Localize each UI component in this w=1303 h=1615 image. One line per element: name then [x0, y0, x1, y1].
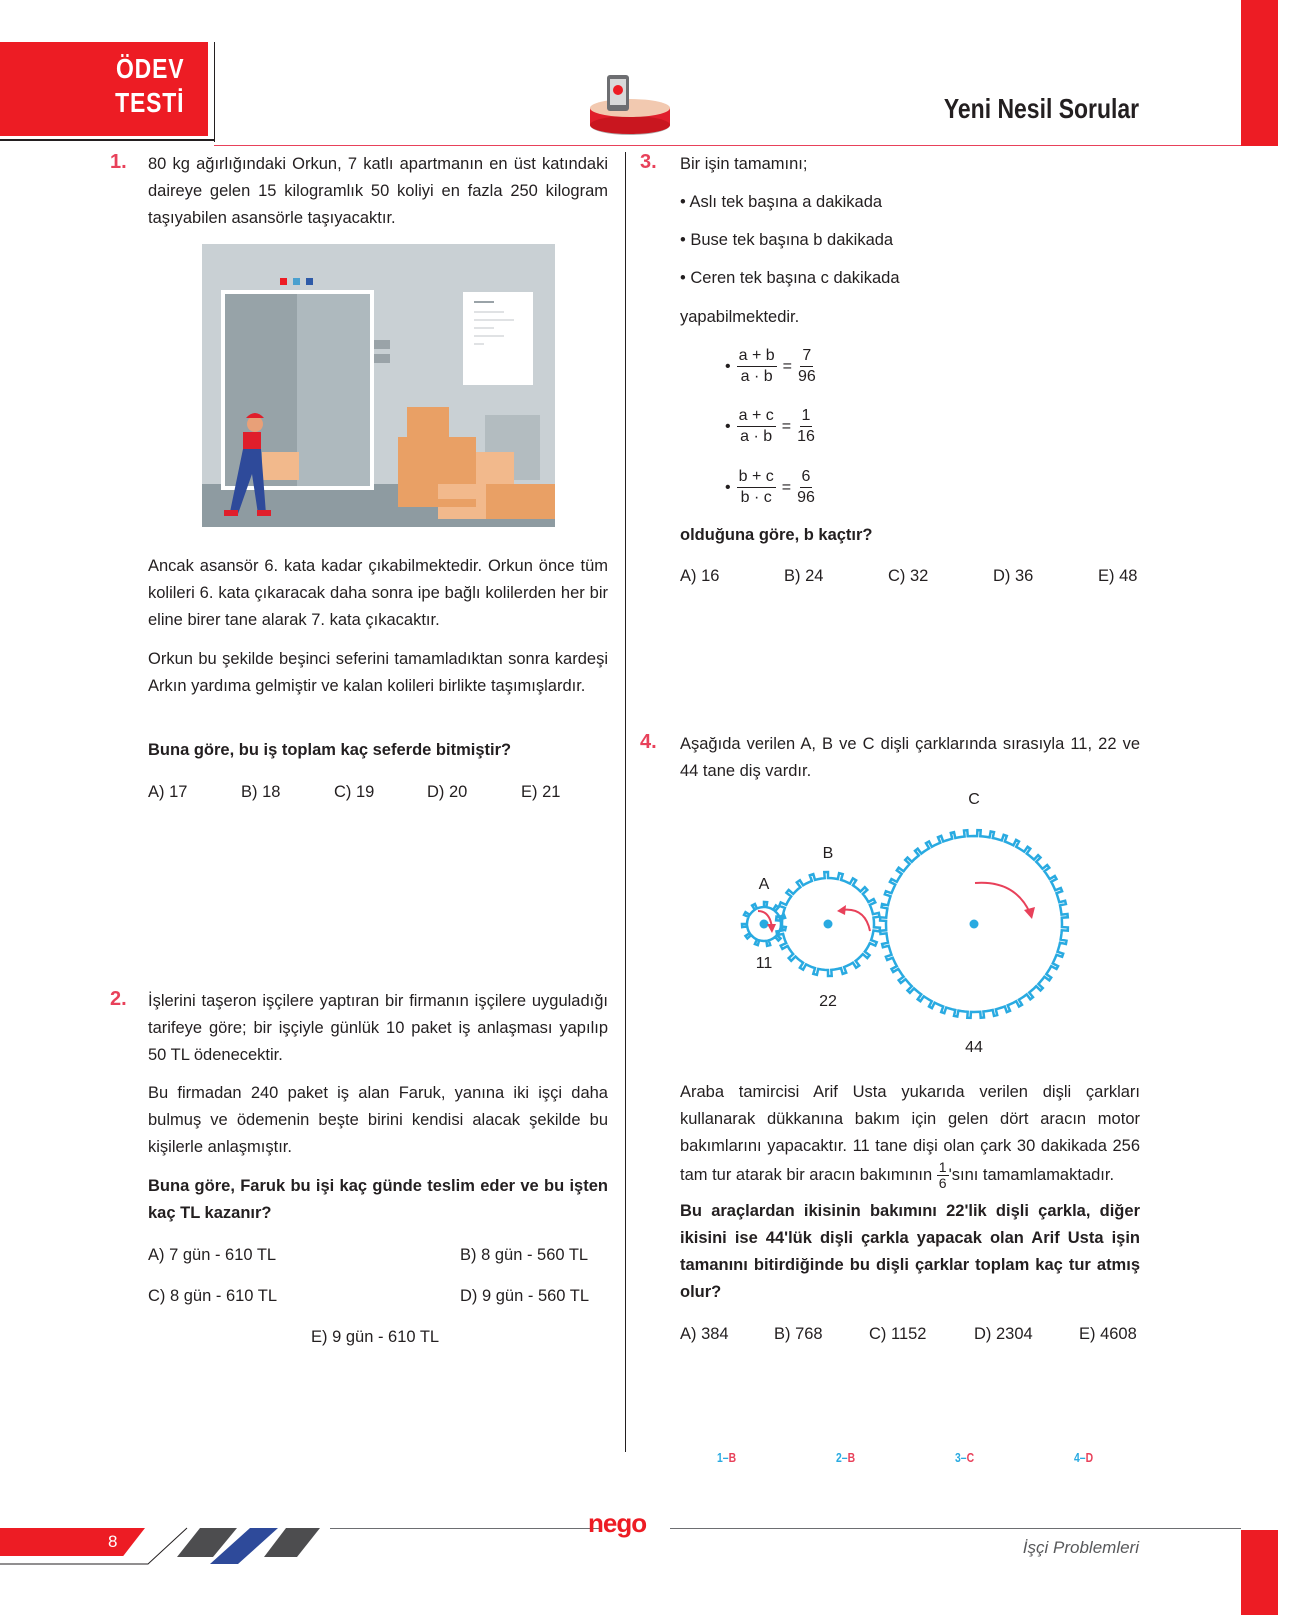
q1-option-a[interactable]: A) 17	[148, 783, 188, 801]
q3-formula-1: • $\frac{a + b}{a \cdot b}$ = $\frac{7}{96}$	[725, 347, 816, 385]
answer-key-3: 3–C	[955, 1450, 975, 1465]
answer-key-1: 1–B	[717, 1450, 737, 1465]
q2-intro: İşlerini taşeron işçilere yaptıran bir firmanın işçilere uyguladığı tarifeye göre; bir işçiyle günlük 10 paket iş anlaşması yapılıp 50 TL ödenecektir.	[148, 992, 608, 1064]
question-number-2: 2.	[110, 988, 127, 1010]
gear-teeth-count-b: 22	[819, 993, 837, 1010]
rotation-arrow-c	[975, 883, 1030, 913]
q1-paragraph-2: Orkun bu şekilde beşinci seferini tamamladıktan sonra kardeşi Arkın yardıma gelmiştir ve kalan kolileri birlikte taşımışlardır.	[148, 650, 608, 695]
footer-stripes	[0, 1524, 330, 1566]
gear-label-b: B	[822, 845, 834, 862]
q3-option-d[interactable]: D) 36	[993, 567, 1034, 585]
footer-rule-right	[670, 1528, 1241, 1529]
rotation-arrow-c-head	[1024, 907, 1035, 919]
q4-question: Bu araçlardan ikisinin bakımını 22'lik dişli çarkla, diğer ikisini ise 44'lük dişli çarkla yapacak olan Arif Usta işin tamanını bitirdiğinde bu dişli çarklar toplam kaç tur atmış olur?	[680, 1202, 1140, 1301]
q1-option-e[interactable]: E) 21	[521, 783, 561, 801]
elevator-illustration	[202, 244, 555, 527]
answer-key-4: 4–D	[1074, 1450, 1094, 1465]
side-tab-bottom	[1241, 1530, 1278, 1615]
q3-question: olduğuna göre, b kaçtır?	[680, 526, 873, 544]
q1-option-d[interactable]: D) 20	[427, 783, 468, 801]
test-badge	[0, 42, 208, 136]
gear-teeth-count-c: 44	[965, 1039, 983, 1056]
section-title: Yeni Nesil Sorular	[943, 93, 1139, 124]
q2-question: Buna göre, Faruk bu işi kaç günde teslim eder ve bu işten kaç TL kazanır?	[148, 1177, 608, 1222]
q3-bullet-3: • Ceren tek başına c dakikada	[680, 269, 900, 287]
badge-underline	[0, 139, 214, 141]
q2-option-b[interactable]: B) 8 gün - 560 TL	[460, 1246, 589, 1264]
q1-question: Buna göre, bu iş toplam kaç seferde bitmiştir?	[148, 741, 512, 759]
q1-intro: 80 kg ağırlığındaki Orkun, 7 katlı apartmanın en üst katındaki daireye gelen 15 kilogramlık 50 koliyi en fazla 250 kilogram taşıyabilen asansörle taşıyacaktır.	[148, 155, 608, 227]
q3-option-b[interactable]: B) 24	[784, 567, 824, 585]
header-rule	[214, 145, 1241, 146]
question-number-4: 4.	[640, 731, 657, 753]
rotation-arrow-a-head	[767, 924, 776, 933]
answer-key-2: 2–B	[836, 1450, 856, 1465]
q2-option-d[interactable]: D) 9 gün - 560 TL	[460, 1287, 590, 1305]
rotation-arrow-b-head	[837, 905, 846, 915]
rotation-arrow-b	[842, 910, 870, 931]
q1-option-c[interactable]: C) 19	[334, 783, 375, 801]
q4-option-d[interactable]: D) 2304	[974, 1325, 1033, 1343]
gear-label-a: A	[758, 876, 770, 893]
side-tab-top	[1241, 0, 1278, 146]
gear-teeth-count-a: 11	[755, 955, 773, 972]
q3-formula-2: • $\frac{a + c}{a \cdot b}$ = $\frac{1}{16}$	[725, 407, 815, 445]
q1-paragraph-1: Ancak asansör 6. kata kadar çıkabilmektedir. Orkun önce tüm kolileri 6. kata çıkaracak daha sonra ipe bağlı kolilerden her bir eline birer tane alarak 7. kata çıkacaktır.	[148, 557, 608, 629]
gear-axle-b	[824, 920, 833, 929]
q2-paragraph-1: Bu firmadan 240 paket iş alan Faruk, yanına iki işçi daha bulmuş ve ödemenin beşte birini kendisi alacak şekilde bu kişilerle anlaşmıştır.	[148, 1084, 608, 1156]
q3-option-e[interactable]: E) 48	[1098, 567, 1138, 585]
q4-paragraph-1: Araba tamircisi Arif Usta yukarıda verilen dişli çarkları kullanarak dükkanına bakım için gelen dört aracın motor bakımlarını yapacaktır. 11 tane dişi olan çark 30 dakikada 256 tam tur atarak bir aracın bakımının $\frac{1}{6}$ 'sını tamamlamaktadır.	[680, 1083, 1140, 1191]
q3-bullet-2: • Buse tek başına b dakikada	[680, 231, 894, 249]
q3-after: yapabilmektedir.	[680, 308, 800, 326]
q2-option-e[interactable]: E) 9 gün - 610 TL	[311, 1328, 440, 1346]
badge-divider	[214, 42, 215, 142]
gear-axle-c	[970, 920, 979, 929]
column-divider	[625, 152, 626, 1452]
q4-option-e[interactable]: E) 4608	[1079, 1325, 1137, 1343]
page-number: 8	[108, 1532, 118, 1551]
question-number-3: 3.	[640, 151, 657, 173]
publisher-logo: nego	[588, 1508, 647, 1538]
q4-option-c[interactable]: C) 1152	[869, 1325, 927, 1343]
phone-podium-icon	[585, 70, 675, 140]
q4-option-b[interactable]: B) 768	[774, 1325, 823, 1343]
q4-option-a[interactable]: A) 384	[680, 1325, 729, 1343]
q1-option-b[interactable]: B) 18	[241, 783, 281, 801]
gear-diagram	[730, 785, 1090, 1065]
q4-intro: Aşağıda verilen A, B ve C dişli çarklarında sırasıyla 11, 22 ve 44 tane diş vardır.	[680, 735, 1140, 780]
q3-option-c[interactable]: C) 32	[888, 567, 929, 585]
subject-title: İşçi Problemleri	[1022, 1538, 1139, 1557]
q2-option-a[interactable]: A) 7 gün - 610 TL	[148, 1246, 277, 1264]
footer-rule-left	[330, 1528, 600, 1529]
gear-label-c: C	[968, 791, 980, 808]
q3-formula-3: • $\frac{b + c}{b \cdot c}$ = $\frac{6}{96}$	[725, 468, 815, 506]
test-badge-text: ÖDEV TESTİ	[114, 53, 184, 118]
q3-bullet-1: • Aslı tek başına a dakikada	[680, 193, 883, 211]
q3-option-a[interactable]: A) 16	[680, 567, 720, 585]
q3-intro: Bir işin tamamını;	[680, 155, 808, 173]
q2-option-c[interactable]: C) 8 gün - 610 TL	[148, 1287, 278, 1305]
question-number-1: 1.	[110, 151, 127, 173]
fraction-one-sixth: $\frac{1}{6}$	[938, 1159, 947, 1191]
